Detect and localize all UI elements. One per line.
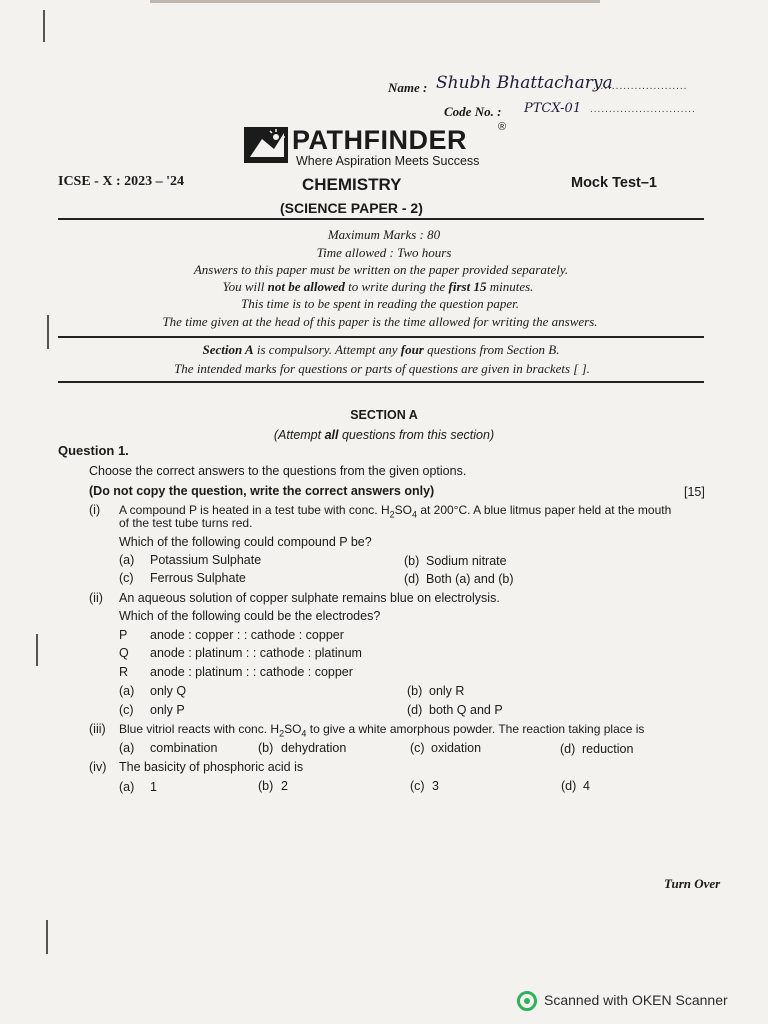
option-key: (c)	[410, 741, 425, 755]
option-text: 4	[583, 779, 590, 793]
subq-text: A compound P is heated in a test tube with conc. $H_2SO_4$ at 200°C. A blue litmus paper held at the mouth	[119, 503, 672, 520]
option-text: Ferrous Sulphate	[150, 571, 246, 585]
option-text: Both (a) and (b)	[426, 572, 514, 586]
item-key: R	[119, 665, 129, 679]
item-key: P	[119, 628, 128, 642]
subq-number: (iv)	[89, 760, 107, 774]
subq-text: An aqueous solution of copper sulphate remains blue on electrolysis.	[119, 591, 500, 605]
option-text: Potassium Sulphate	[150, 553, 262, 567]
max-marks: Maximum Marks : 80	[327, 227, 441, 242]
option-text: dehydration	[281, 741, 347, 755]
option-key: (d)	[407, 703, 423, 717]
test-name: Mock Test–1	[571, 175, 657, 191]
turn-over: Turn Over	[664, 876, 721, 891]
code-label: Code No. :	[444, 104, 502, 119]
item-key: Q	[119, 646, 129, 660]
item-text: anode : copper : : cathode : copper	[150, 628, 344, 642]
option-key: (b)	[258, 779, 274, 793]
option-text: only Q	[150, 684, 187, 698]
option-key: (c)	[410, 779, 425, 793]
margin-mark	[36, 634, 38, 666]
option-text: only P	[150, 703, 185, 717]
brand-tagline: Where Aspiration Meets Success	[296, 154, 480, 168]
option-key: (d)	[404, 572, 420, 586]
divider	[58, 218, 704, 220]
subq-text: Blue vitriol reacts with conc. $H_2SO_4$ to give a white amorphous powder. The reaction taking place is	[119, 722, 645, 739]
name-dotted-line: .........................	[593, 81, 688, 92]
option-key: (d)	[560, 742, 576, 756]
code-dotted-line: ............................	[590, 104, 696, 115]
instruction-line-5: Section A is compulsory. Attempt any four questions from Section B.	[202, 342, 560, 357]
option-key: (c)	[119, 703, 134, 717]
name-label: Name :	[388, 80, 428, 95]
option-key: (d)	[561, 779, 577, 793]
subq-number: (i)	[89, 503, 101, 517]
instruction-line-2: You will not be allowed to write during the first 15 minutes.	[222, 279, 534, 294]
scan-top-band	[150, 0, 600, 3]
subq-question: Which of the following could compound P be?	[119, 535, 372, 549]
code-value: PTCX-01	[524, 101, 582, 116]
option-key: (b)	[404, 554, 420, 568]
subject-title: CHEMISTRY	[302, 175, 402, 194]
question-intro: Choose the correct answers to the questions from the given options.	[89, 464, 467, 478]
subq-question: Which of the following could be the electrodes?	[119, 609, 381, 623]
instruction-line-6: The intended marks for questions or parts of questions are given in brackets [ ].	[174, 361, 590, 376]
time-allowed: Time allowed : Two hours	[316, 245, 452, 260]
option-text: reduction	[582, 742, 634, 756]
paper-title: (SCIENCE PAPER - 2)	[280, 200, 423, 216]
name-value: Shubh Bhattacharya	[436, 73, 613, 93]
question-marks: [15]	[684, 485, 705, 499]
margin-mark	[46, 920, 48, 954]
option-key: (c)	[119, 571, 134, 585]
margin-mark	[43, 10, 45, 42]
subq-text-line2: of the test tube turns red.	[119, 516, 253, 530]
option-key: (b)	[407, 684, 423, 698]
section-title: SECTION A	[350, 408, 418, 422]
option-key: (a)	[119, 780, 135, 794]
brand-name: PATHFINDER	[292, 125, 467, 155]
option-text: 2	[281, 779, 288, 793]
instruction-line-4: The time given at the head of this paper is the time allowed for writing the answers.	[162, 314, 598, 329]
subq-number: (iii)	[89, 722, 106, 736]
divider	[58, 381, 704, 383]
subq-number: (ii)	[89, 591, 103, 605]
option-key: (a)	[119, 684, 135, 698]
class-year: ICSE - X : 2023 – '24	[58, 174, 185, 189]
option-key: (a)	[119, 741, 135, 755]
pathfinder-logo-icon	[244, 127, 288, 163]
option-text: only R	[429, 684, 465, 698]
instruction-line-1: Answers to this paper must be written on the paper provided separately.	[193, 262, 569, 277]
section-subtitle: (Attempt all questions from this section)	[273, 428, 495, 442]
instruction-line-3: This time is to be spent in reading the question paper.	[241, 296, 519, 311]
option-text: oxidation	[431, 741, 482, 755]
option-text: combination	[150, 741, 218, 755]
question-note: (Do not copy the question, write the correct answers only)	[89, 484, 435, 498]
option-key: (a)	[119, 553, 135, 567]
option-text: both Q and P	[429, 703, 503, 717]
subq-text: The basicity of phosphoric acid is	[119, 760, 304, 774]
divider	[58, 336, 704, 338]
option-text: 1	[150, 780, 157, 794]
registered-mark: ®	[498, 121, 507, 133]
scanner-logo-icon	[517, 991, 537, 1011]
option-text: Sodium nitrate	[426, 554, 507, 568]
item-text: anode : platinum : : cathode : platinum	[150, 646, 362, 660]
option-text: 3	[432, 779, 439, 793]
scanner-watermark: Scanned with OKEN Scanner	[544, 992, 728, 1008]
item-text: anode : platinum : : cathode : copper	[150, 665, 353, 679]
option-key: (b)	[258, 741, 274, 755]
question-label: Question 1.	[58, 443, 129, 458]
